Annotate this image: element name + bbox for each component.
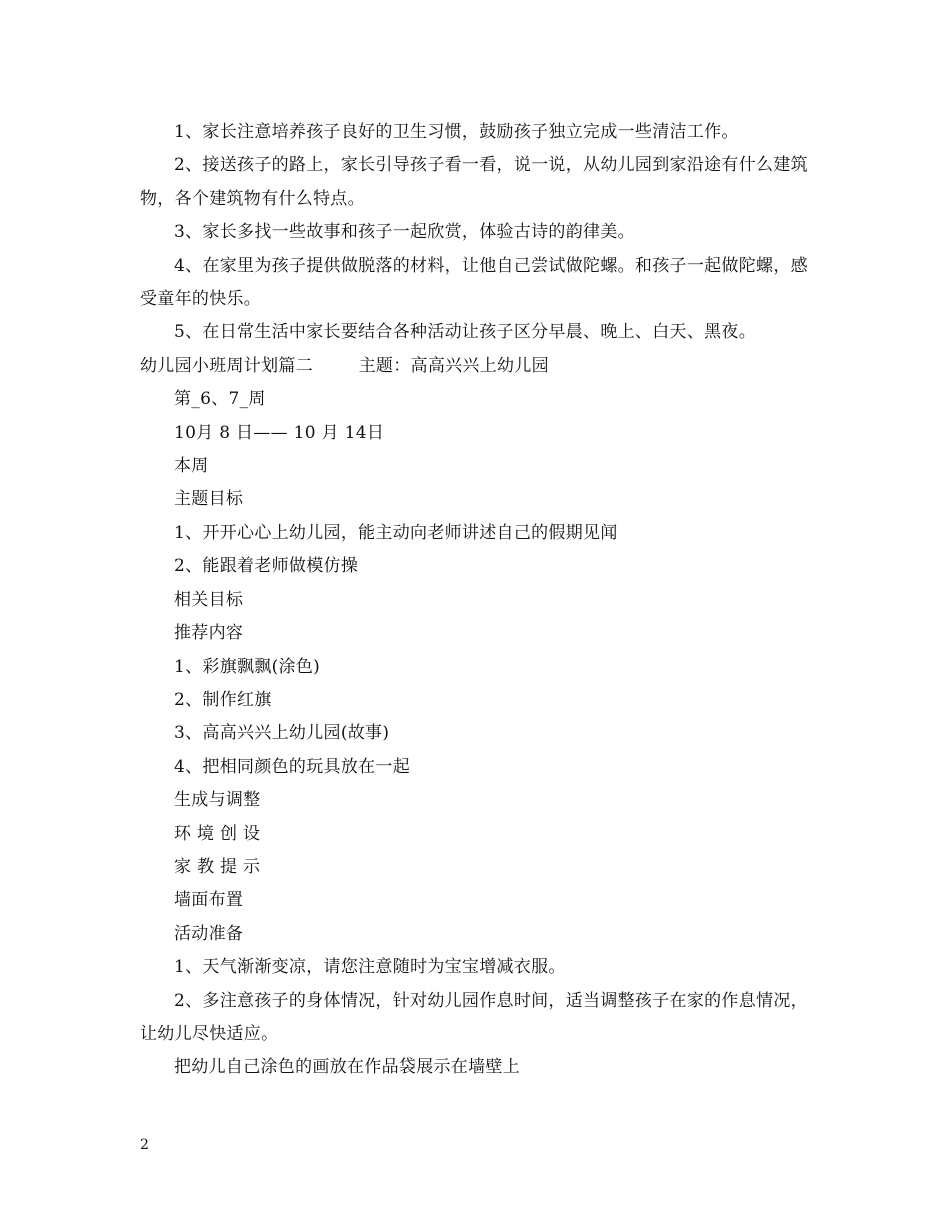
plan-line: 推荐内容 [174,623,244,644]
plan-line: 本周 [174,456,209,477]
plan-line: 1、彩旗飘飘(涂色) [174,656,321,677]
plan-line: 1、天气渐渐变凉，请您注意随时为宝宝增减衣服。 [174,957,566,978]
paragraph: 5、在日常生活中家长要结合各种活动让孩子区分早晨、晚上、白天、黑夜。 [174,322,757,343]
paragraph: 2、接送孩子的路上，家长引导孩子看一看，说一说，从幼儿园到家沿途有什么建筑物，各个建筑物有什么特点。 [140,155,808,209]
plan-line: 2、多注意孩子的身体情况，针对幼儿园作息时间，适当调整孩子在家的作息情况，让幼儿尽快适应。 [140,990,808,1044]
plan-line: 活动准备 [174,923,244,944]
plan-line: 第_6、7_周 [174,389,266,410]
plan-line: 家 教 提 示 [174,856,261,877]
plan-line: 10月 8 日—— 10 月 14日 [174,422,385,443]
plan-line: 2、制作红旗 [174,689,272,710]
section-heading: 幼儿园小班周计划篇二 主题：高高兴兴上幼儿园 [140,355,549,376]
plan-line: 环 境 创 设 [174,823,261,844]
paragraph: 3、家长多找一些故事和孩子一起欣赏，体验古诗的韵律美。 [174,222,635,243]
plan-line: 3、高高兴兴上幼儿园(故事) [174,723,390,744]
plan-line: 墙面布置 [174,890,244,911]
document-body [140,116,812,1085]
plan-line: 4、把相同颜色的玩具放在一起 [174,756,411,777]
plan-line: 生成与调整 [174,790,261,811]
plan-line: 把幼儿自己涂色的画放在作品袋展示在墙壁上 [174,1057,520,1078]
plan-line: 2、能跟着老师做模仿操 [174,556,359,577]
paragraph: 1、家长注意培养孩子良好的卫生习惯，鼓励孩子独立完成一些清洁工作。 [174,122,739,142]
paragraph: 4、在家里为孩子提供做脱落的材料，让他自己尝试做陀螺。和孩子一起做陀螺，感受童年的快乐。 [140,255,808,310]
plan-line: 主题目标 [174,489,244,510]
page-number: 2 [140,1137,149,1153]
plan-line: 相关目标 [174,589,244,610]
plan-line: 1、开开心心上幼儿园，能主动向老师讲述自己的假期见闻 [174,522,618,543]
